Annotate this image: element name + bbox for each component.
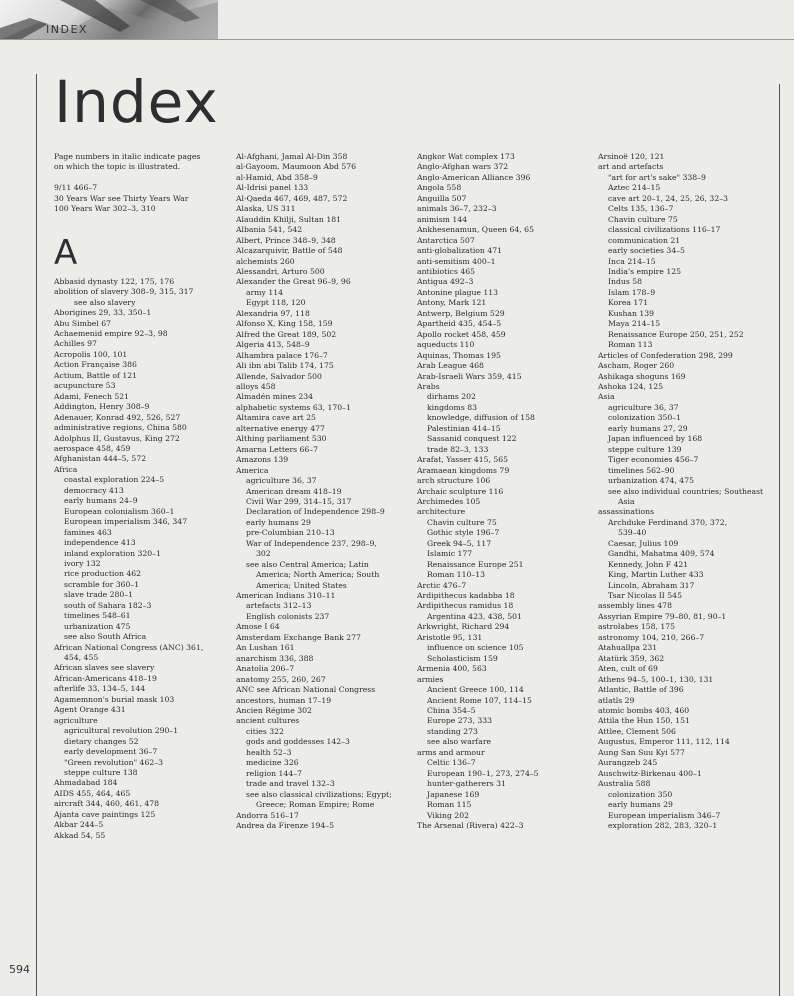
index-entry: Action Française 386: [54, 360, 137, 370]
index-entry: early humans 29: [608, 800, 673, 810]
index-entry: see also slavery: [74, 297, 136, 307]
index-entry: Chavin culture 75: [608, 214, 678, 224]
index-entry: Scholasticism 159: [427, 653, 498, 663]
index-entry: afterlife 33, 134–5, 144: [54, 684, 146, 694]
index-entry: see also Central America; Latin: [246, 559, 369, 569]
index-entry: anti-globalization 471: [417, 246, 502, 256]
index-entry: kingdoms 83: [427, 402, 477, 412]
index-entry: animism 144: [417, 214, 468, 224]
index-entry: King, Martin Luther 433: [608, 570, 704, 580]
index-entry: Atahuallpa 231: [598, 643, 658, 653]
index-entry: al-Gayoom, Maumoon Abd 576: [236, 162, 356, 172]
index-entry: south of Sahara 182–3: [64, 600, 152, 610]
index-entry: Renaissance Europe 250, 251, 252: [608, 329, 744, 339]
index-entry: Europe 273, 333: [427, 716, 493, 726]
index-entry: early humans 27, 29: [608, 423, 688, 433]
index-entry: acupuncture 53: [54, 381, 116, 391]
index-entry: Abu Simbel 67: [54, 318, 112, 328]
index-entry: Ancien Régime 302: [236, 706, 312, 716]
left-margin-rule: [36, 74, 37, 996]
index-entry: famines 463: [64, 527, 112, 537]
index-entry: anarchism 336, 388: [236, 653, 314, 663]
index-entry: Celts 135, 136–7: [608, 204, 674, 214]
index-entry: Roman 110–13: [427, 570, 485, 580]
page-number: 594: [9, 963, 30, 976]
index-entry: rice production 462: [64, 569, 142, 579]
index-entry: Andorra 516–17: [236, 810, 299, 820]
index-column-1: [54, 152, 224, 841]
index-entry: standing 273: [427, 726, 478, 736]
index-entry: Japanese 169: [427, 789, 480, 799]
index-entry: Maya 214–15: [608, 319, 661, 329]
index-entry: classical civilizations 116–17: [608, 225, 721, 235]
index-entry: Ahmadabad 184: [54, 778, 118, 788]
index-entry: Kushan 139: [608, 308, 655, 318]
index-entry: Antwerp, Belgium 529: [417, 308, 505, 318]
index-entry: Anglo-American Alliance 396: [417, 172, 531, 182]
index-entry: Amarna Letters 66–7: [236, 444, 319, 454]
index-entry: agricultural revolution 290–1: [64, 726, 179, 736]
index-entry: Adolphus II, Gustavus, King 272: [54, 433, 180, 443]
index-entry: steppe culture 139: [608, 444, 682, 454]
index-entry: religion 144–7: [246, 768, 302, 778]
index-entry: 454, 455: [64, 653, 99, 663]
index-entry: Akkad 54, 55: [54, 830, 106, 840]
index-entry: An Lushan 161: [236, 643, 295, 653]
index-entry: Palestinian 414–15: [427, 423, 501, 433]
index-entry: anatomy 255, 260, 267: [236, 674, 326, 684]
index-column-3: [417, 152, 587, 831]
index-entry: Afghanistan 444–5, 572: [54, 454, 147, 464]
index-entry: assembly lines 478: [598, 601, 672, 611]
index-entry: ivory 132: [64, 558, 101, 568]
index-entry: Aquinas, Thomas 195: [417, 350, 501, 360]
index-entry: astronomy 104, 210, 266–7: [598, 632, 705, 642]
index-entry: Anatolia 206–7: [236, 664, 295, 674]
index-entry: al-Hamid, Abd 358–9: [236, 172, 318, 182]
index-entry: European colonialism 360–1: [64, 506, 175, 516]
intro-line: [54, 173, 224, 183]
index-entry: Ardipithecus ramidus 18: [417, 601, 514, 611]
index-entry: Althing parliament 530: [236, 434, 327, 444]
index-entry: hunter-gatherers 31: [427, 779, 506, 789]
index-entry: Viking 202: [427, 810, 469, 820]
index-entry: Arabs: [417, 381, 440, 391]
index-entry: atlatls 29: [598, 695, 635, 705]
index-entry: Akbar 244–5: [54, 820, 104, 830]
index-entry: armies: [417, 674, 444, 684]
index-entry: Ali ibn abi Talib 174, 175: [236, 361, 334, 371]
index-entry: trade 82–3, 133: [427, 444, 489, 454]
index-entry: Antonine plague 113: [417, 287, 499, 297]
index-entry: Amazons 139: [236, 455, 289, 465]
right-margin-rule: [779, 84, 780, 996]
index-entry: Asia: [598, 392, 615, 402]
index-entry: Alfonso X, King 158, 159: [236, 319, 333, 329]
index-entry: Aung San Suu Kyi 577: [598, 747, 685, 757]
index-column-2: [236, 152, 406, 831]
index-entry: agriculture: [54, 715, 98, 725]
index-entry: Ancient Rome 107, 114–15: [427, 695, 532, 705]
index-entry: Arctic 476–7: [417, 580, 467, 590]
index-entry: Auschwitz-Birkenau 400–1: [598, 768, 702, 778]
index-entry: Ascham, Roger 260: [598, 361, 675, 371]
index-entry: antibiotics 465: [417, 266, 476, 276]
index-entry: American dream 418–19: [246, 486, 342, 496]
index-entry: Algeria 413, 548–9: [236, 340, 310, 350]
index-entry: exploration 282, 283, 320–1: [608, 821, 718, 830]
index-entry: "art for art's sake" 338–9: [608, 172, 706, 182]
index-entry: African slaves see slavery: [54, 663, 155, 673]
index-entry: American Indians 310–11: [236, 591, 336, 601]
index-entry: America; United States: [256, 580, 347, 590]
index-entry: see also South Africa: [64, 632, 147, 642]
page-title: Index: [54, 68, 219, 136]
index-entry: see also classical civilizations; Egypt;: [246, 789, 392, 799]
running-head: INDEX: [46, 23, 88, 36]
intro-line: Page numbers in italic indicate pages: [54, 152, 201, 161]
index-entry: arms and armour: [417, 747, 485, 757]
index-entry: Gandhi, Mahatma 409, 574: [608, 549, 715, 559]
index-entry: Acropolis 100, 101: [54, 349, 128, 359]
index-entry: Alauddin Khilji, Sultan 181: [236, 214, 341, 224]
index-entry: The Arsenal (Rivera) 422–3: [417, 821, 524, 830]
index-entry: colonization 350: [608, 789, 673, 799]
index-entry: Ankhesenamun, Queen 64, 65: [417, 225, 534, 235]
index-entry: Apollo rocket 458, 459: [417, 329, 506, 339]
index-entry: timelines 562–90: [608, 465, 675, 475]
index-entry: Armenia 400, 563: [417, 664, 487, 674]
index-entry: gods and goddesses 142–3: [246, 737, 350, 747]
index-entry: Andrea da Firenze 194–5: [236, 821, 335, 830]
index-entry: alternative energy 477: [236, 423, 325, 433]
index-entry: see also warfare: [427, 737, 492, 747]
index-entry: Anguilla 507: [417, 193, 467, 203]
index-entry: steppe culture 138: [64, 768, 138, 778]
header-photo: [0, 0, 218, 40]
index-entry: Almadén mines 234: [236, 392, 314, 402]
index-entry: Amose I 64: [236, 622, 280, 632]
index-entry: Archduke Ferdinand 370, 372,: [608, 517, 728, 527]
index-entry: astrolabes 158, 175: [598, 622, 676, 632]
index-entry: Arkwright, Richard 294: [417, 622, 510, 632]
index-entry: inland exploration 320–1: [64, 548, 161, 558]
index-entry: African-Americans 418–19: [54, 673, 157, 683]
index-entry: Korea 171: [608, 298, 649, 308]
section-letter-a: A: [54, 232, 78, 273]
index-entry: Aristotle 95, 131: [417, 632, 483, 642]
index-entry: artefacts 312–13: [246, 601, 312, 611]
index-entry: Apartheid 435, 454–5: [417, 319, 502, 329]
index-entry: Japan influenced by 168: [608, 434, 703, 444]
index-entry: slave trade 280–1: [64, 590, 133, 600]
index-entry: democracy 413: [64, 485, 124, 495]
index-entry: Archaic sculpture 116: [417, 486, 504, 496]
index-entry: 539–40: [618, 528, 647, 538]
index-entry: Al-Idrisi panel 133: [236, 183, 309, 193]
index-entry: urbanization 475: [64, 621, 131, 631]
index-entry: Ashoka 124, 125: [598, 381, 663, 391]
index-entry: medicine 326: [246, 758, 299, 768]
index-entry: Alexandria 97, 118: [236, 308, 310, 318]
intro-line: 100 Years War 302–3, 310: [54, 204, 156, 214]
index-entry: Islamic 177: [427, 549, 473, 559]
index-entry: Roman 113: [608, 340, 653, 350]
index-entry: Argentina 423, 438, 501: [427, 611, 522, 621]
index-entry: Islam 178–9: [608, 287, 656, 297]
index-entry: Archimedes 105: [417, 496, 481, 506]
index-entry: colonization 350–1: [608, 413, 682, 423]
index-entry: Arafat, Yasser 415, 565: [417, 455, 509, 465]
index-entry: Aborigines 29, 33, 350–1: [54, 308, 152, 318]
index-entry: alloys 458: [236, 381, 276, 391]
index-entry: Alhambra palace 176–7: [236, 350, 328, 360]
index-entry: Aztec 214–15: [608, 183, 661, 193]
index-entry: Albania 541, 542: [236, 225, 303, 235]
index-entry: Al-Afghani, Jamal Al-Din 358: [236, 152, 348, 161]
index-entry: Alaska, US 311: [236, 204, 296, 214]
index-entry: Greece; Roman Empire; Rome: [256, 800, 375, 810]
index-entry: cities 322: [246, 726, 284, 736]
index-entry: Alfred the Great 189, 502: [236, 329, 337, 339]
index-entry: arch structure 106: [417, 476, 491, 486]
index-entry: Antarctica 507: [417, 235, 475, 245]
index-entry: Declaration of Independence 298–9: [246, 507, 385, 517]
index-entry: cave art 20–1, 24, 25, 26, 32–3: [608, 193, 728, 203]
index-entry: army 114: [246, 287, 284, 297]
index-entry: early humans 24–9: [64, 496, 138, 506]
index-entry: Articles of Confederation 298, 299: [598, 350, 733, 360]
index-entry: Achaemenid empire 92–3, 98: [54, 328, 168, 338]
index-entry: dietary changes 52: [64, 736, 139, 746]
index-entry: "Green revolution" 462–3: [64, 757, 163, 767]
index-entry: knowledge, diffusion of 158: [427, 413, 535, 423]
index-entry: alphabetic systems 63, 170–1: [236, 402, 351, 412]
index-entry: Arab League 468: [417, 361, 484, 371]
index-entry: early humans 29: [246, 517, 311, 527]
index-entry: Albert, Prince 348–9, 348: [236, 235, 336, 245]
index-entry: Antony, Mark 121: [417, 298, 487, 308]
index-entry: Celtic 136–7: [427, 758, 476, 768]
index-entry: Assyrian Empire 79–80, 81, 90–1: [598, 611, 727, 621]
index-entry: Al-Qaeda 467, 469, 487, 572: [236, 193, 348, 203]
index-entry: Greek 94–5, 117: [427, 538, 492, 548]
index-entry: see also individual countries; Southeast: [608, 486, 764, 496]
index-entry: Aten, cult of 69: [598, 664, 658, 674]
index-entry: Actium, Battle of 121: [54, 370, 137, 380]
index-entry: Lincoln, Abraham 317: [608, 580, 695, 590]
index-entry: Altamira cave art 25: [236, 413, 316, 423]
index-entry: Africa: [54, 464, 78, 474]
index-entry: Agent Orange 431: [54, 705, 126, 715]
index-entry: abolition of slavery 308–9, 315, 317: [54, 287, 194, 297]
index-entry: 302: [256, 549, 271, 559]
index-entry: ancient cultures: [236, 716, 300, 726]
intro-line: 30 Years War see Thirty Years War: [54, 193, 189, 203]
index-entry: Abbasid dynasty 122, 175, 176: [54, 276, 175, 286]
index-entry: Angkor Wat complex 173: [417, 152, 515, 161]
index-entry: influence on science 105: [427, 643, 524, 653]
index-entry: alchemists 260: [236, 256, 295, 266]
index-entry: Agamemnon's burial mask 103: [54, 694, 175, 704]
index-entry: Gothic style 196–7: [427, 528, 500, 538]
index-entry: Sassanid conquest 122: [427, 434, 517, 444]
index-entry: America: [236, 465, 269, 475]
index-entry: Allende, Salvador 500: [236, 371, 322, 381]
index-entry: dirhams 202: [427, 392, 476, 402]
index-entry: aerospace 458, 459: [54, 443, 131, 453]
index-entry: Ajanta cave paintings 125: [54, 809, 156, 819]
index-entry: atomic bombs 403, 460: [598, 706, 690, 716]
index-entry: agriculture 36, 37: [608, 402, 679, 412]
index-entry: assassinations: [598, 507, 655, 517]
index-entry: Attlee, Clement 506: [598, 726, 676, 736]
index-entry: Ardipithecus kadabba 18: [417, 591, 515, 601]
index-entry: India's empire 125: [608, 266, 682, 276]
index-entry: Aurangzeb 245: [598, 758, 658, 768]
index-entry: Ancient Greece 100, 114: [427, 685, 524, 695]
intro-line: 9/11 466–7: [54, 183, 98, 193]
intro-line: on which the topic is illustrated.: [54, 162, 181, 172]
index-entry: Alexander the Great 96–9, 96: [236, 277, 351, 287]
index-entry: Kennedy, John F 421: [608, 559, 689, 569]
index-entry: agriculture 36, 37: [246, 476, 317, 486]
index-entry: Arsinoë 120, 121: [598, 152, 665, 161]
index-entry: Adami, Fenech 521: [54, 391, 130, 401]
index-entry: European imperialism 346–7: [608, 810, 721, 820]
index-entry: European 190–1, 273, 274–5: [427, 768, 539, 778]
index-entry: Tiger economies 456–7: [608, 455, 699, 465]
header-rule: [0, 39, 794, 40]
index-entry: Alessandri, Arturo 500: [236, 266, 325, 276]
index-entry: Attila the Hun 150, 151: [598, 716, 690, 726]
index-intro: [54, 152, 224, 215]
index-entry: English colonists 237: [246, 611, 330, 621]
index-entry: aircraft 344, 460, 461, 478: [54, 799, 160, 809]
index-entry: Augustus, Emperor 111, 112, 114: [598, 737, 730, 747]
index-entry: Atatürk 359, 362: [598, 653, 665, 663]
index-entry: coastal exploration 224–5: [64, 475, 165, 485]
index-entry: architecture: [417, 507, 466, 517]
index-entry: Civil War 299, 314–15, 317: [246, 496, 352, 506]
index-entry: Indus 58: [608, 277, 643, 287]
index-entry: Australia 588: [598, 779, 651, 789]
index-entry: urbanization 474, 475: [608, 476, 694, 486]
index-entry: America; North America; South: [256, 570, 380, 580]
index-entry: Antigua 492–3: [417, 277, 474, 287]
index-entry: European imperialism 346, 347: [64, 517, 188, 527]
index-entry: timelines 548–61: [64, 611, 131, 621]
index-entry: China 354–5: [427, 706, 476, 716]
index-entry: Caesar, Julius 109: [608, 538, 679, 548]
index-entry: early societies 34–5: [608, 246, 685, 256]
index-entry: AIDS 455, 464, 465: [54, 788, 131, 798]
index-entry: ANC see African National Congress: [236, 685, 376, 695]
index-entry: independence 413: [64, 538, 136, 548]
index-entry: aqueducts 110: [417, 340, 475, 350]
index-entries-1: [54, 277, 224, 841]
index-entry: Adenauer, Konrad 492, 526, 527: [54, 412, 181, 422]
index-entry: Renaissance Europe 251: [427, 559, 524, 569]
index-entry: pre-Columbian 210–13: [246, 528, 335, 538]
index-column-4: [598, 152, 768, 831]
index-entry: Achilles 97: [54, 339, 97, 349]
index-entry: African National Congress (ANC) 361,: [54, 642, 204, 652]
index-entry: War of Independence 237, 298–9,: [246, 538, 377, 548]
index-entry: health 52–3: [246, 747, 292, 757]
index-entry: Addington, Henry 308–9: [54, 402, 150, 412]
index-entry: early development 36–7: [64, 747, 158, 757]
index-entry: animals 36–7, 232–3: [417, 204, 497, 214]
index-entry: Anglo-Afghan wars 372: [417, 162, 509, 172]
index-entry: Inca 214–15: [608, 256, 656, 266]
index-entry: Roman 115: [427, 800, 472, 810]
index-entry: trade and travel 132–3: [246, 779, 335, 789]
index-entry: administrative regions, China 580: [54, 423, 187, 433]
index-entry: Egypt 118, 120: [246, 298, 306, 308]
index-entry: art and artefacts: [598, 162, 664, 172]
index-entry: ancestors, human 17–19: [236, 695, 332, 705]
index-entry: Angola 558: [417, 183, 462, 193]
index-entry: Atlantic, Battle of 396: [598, 685, 684, 695]
index-entry: Asia: [618, 496, 635, 506]
index-entry: Chavin culture 75: [427, 517, 497, 527]
index-entry: Aramaean kingdoms 79: [417, 465, 510, 475]
index-entry: Athens 94–5, 100–1, 130, 131: [598, 674, 714, 684]
index-entry: Alcazarquivir, Battle of 548: [236, 246, 343, 256]
index-entry: Arab-Israeli Wars 359, 415: [417, 371, 522, 381]
index-entry: Ashikaga shoguns 169: [598, 371, 686, 381]
index-entry: Tsar Nicolas II 545: [608, 591, 682, 601]
index-entry: anti-semitism 400–1: [417, 256, 496, 266]
index-entry: Amsterdam Exchange Bank 277: [236, 632, 361, 642]
index-entry: scramble for 360–1: [64, 579, 140, 589]
index-entry: communication 21: [608, 235, 681, 245]
